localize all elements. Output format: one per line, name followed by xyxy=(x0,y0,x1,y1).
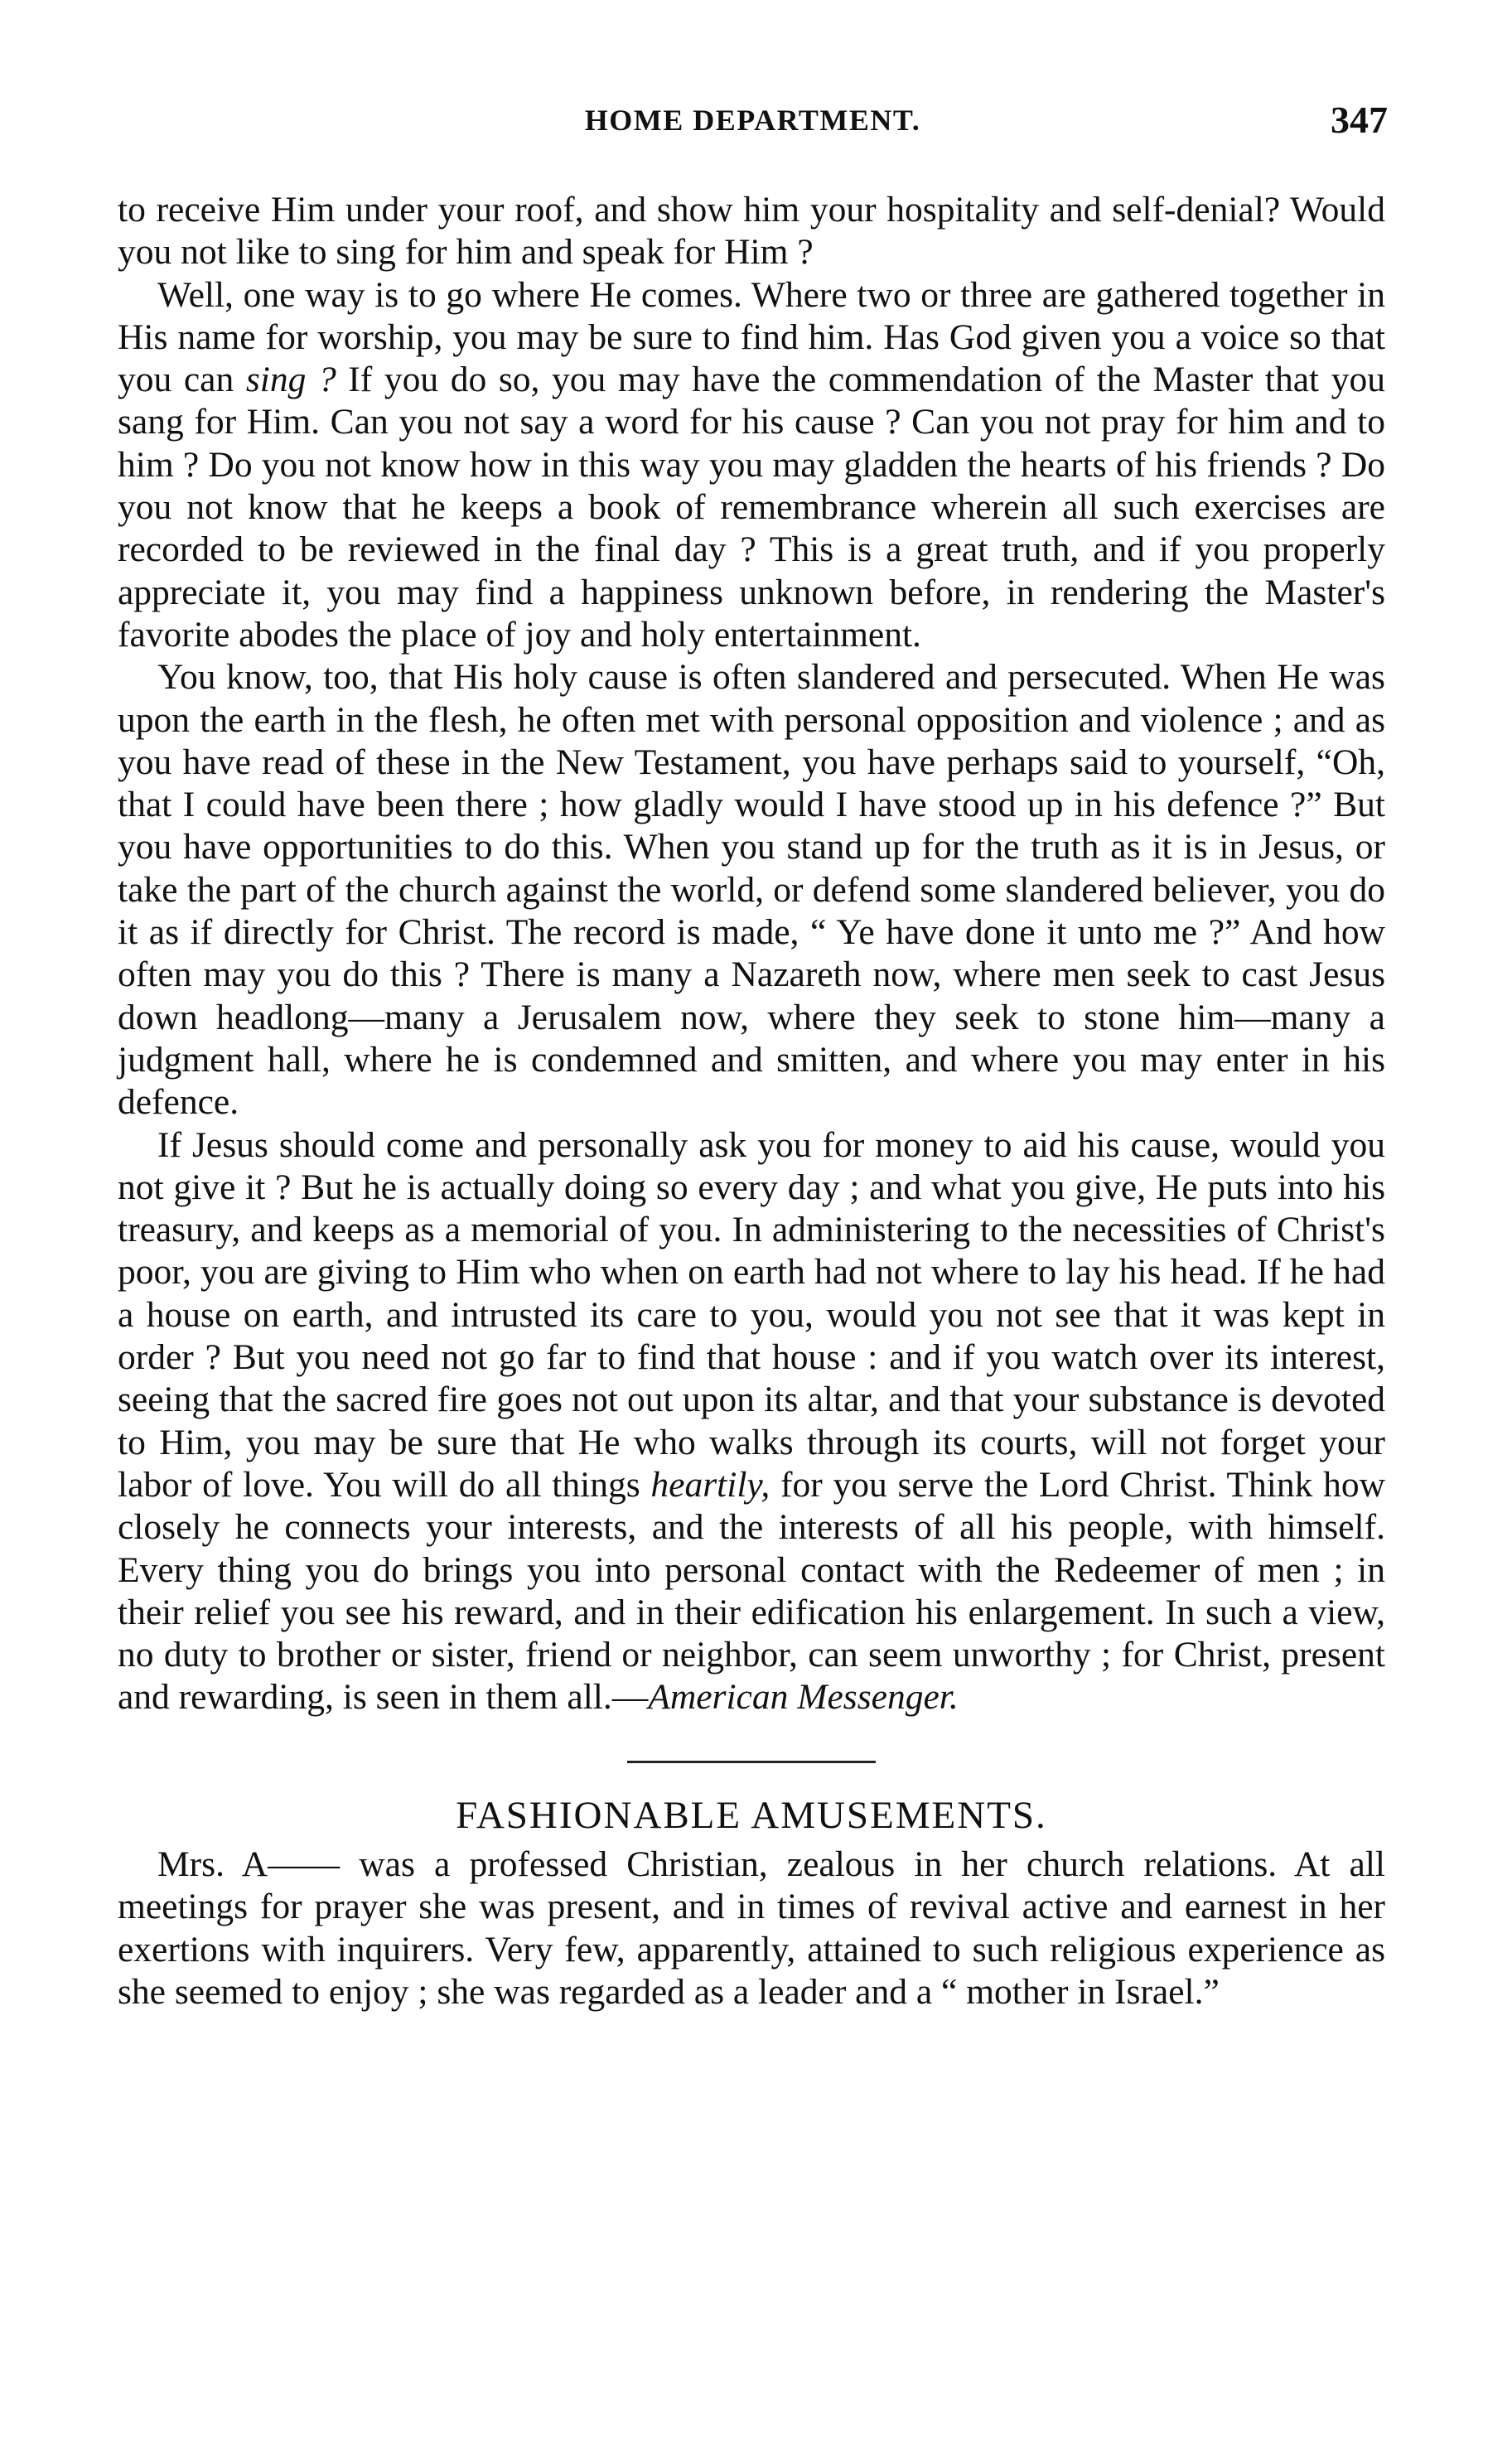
article-continued xyxy=(118,189,1385,1719)
page-number: 347 xyxy=(1331,99,1388,141)
paragraph xyxy=(118,656,1385,1124)
text-run: Well, one way is to go where He comes. Where two or three are gathered together in His name for worship, you may be sure to find him. Has God given you a voice so that you can xyxy=(118,274,1385,400)
text-run: to receive Him under your roof, and show him your hospitality and self-denial? Would you not like to sing for him and speak for Him ? xyxy=(118,190,1385,273)
paragraph xyxy=(118,274,1385,657)
section-body xyxy=(118,1844,1385,2013)
paragraph xyxy=(118,189,1385,274)
paragraph xyxy=(118,1844,1385,2013)
text-run: If Jesus should come and personally ask you for money to aid his cause, would you not give it ? But he is actually doing so every day ; and what you give, He puts into his treasury, and keeps as a memorial of you. In administering to the necessities of Christ's poor, you are giving to Him who when on earth had not where to lay his head. If he had a house on earth, and intrusted its care to you, would you not see that it was kept in order ? But you need not go far to find that house : and if you watch over its interest, seeing that the sacred fire goes not out upon its altar, and that your substance is devoted to Him, you may be sure that He who walks through its courts, will not forget your labor of love. You will do all things xyxy=(118,1124,1385,1505)
section-title: FASHIONABLE AMUSEMENTS. xyxy=(456,1793,1047,1837)
section-divider xyxy=(627,1761,876,1763)
text-run: Mrs. A—— was a professed Christian, zealous in her church relations. At all meetings for prayer she was present, and in times of revival active and earnest in her exertions with inquirers. Very few, apparently, attained to such religious experience as she seemed to enjoy ; she was regarded as a leader and a “ mother in Israel.” xyxy=(118,1844,1385,2012)
italic-text: sing ? xyxy=(245,360,336,400)
running-title: HOME DEPARTMENT. xyxy=(584,104,921,137)
text-run: You know, too, that His holy cause is often slandered and persecuted. When He was upon the earth in the flesh, he often met with personal opposition and violence ; and as you have read of these in the New Testament, you have perhaps said to yourself, “Oh, that I could have been there ; how gladly would I have stood up in his defence ?” But you have opportunities to do this. When you stand up for the truth as it is in Jesus, or take the part of the church against the world, or defend some slandered believer, you do it as if directly for Christ. The record is made, “ Ye have done it unto me ?” And how often may you do this ? There is many a Nazareth now, where men seek to cast Jesus down headlong—many a Jerusalem now, where they seek to stone him—many a judgment hall, where he is condemned and smitten, and where you may enter in his defence. xyxy=(118,657,1385,1123)
paragraph xyxy=(118,1124,1385,1719)
text-run: If you do so, you may have the commendation of the Master that you sang for Him. Can you not say a word for his cause ? Can you not pray for him and to him ? Do you not know how in this way you may gladden the hearts of his friends ? Do you not know that he keeps a book of remembrance wherein all such exercises are recorded to be reviewed in the final day ? This is a great truth, and if you properly appreciate it, you may find a happiness unknown before, in rendering the Master's favorite abodes the place of joy and holy entertainment. xyxy=(118,360,1385,655)
italic-text: heartily, xyxy=(650,1464,770,1505)
text-run: for you serve the Lord Christ. Think how closely he connects your interests, and the interests of all his people, with himself. Every thing you do brings you into personal contact with the Redeemer of men ; in their relief you see his reward, and in their edification his enlargement. In such a view, no duty to brother or sister, friend or neighbor, can seem unworthy ; for Christ, present and rewarding, is seen in them all.— xyxy=(118,1464,1385,1718)
italic-text: American Messenger. xyxy=(648,1677,959,1718)
body-text xyxy=(118,189,1385,2013)
running-head xyxy=(118,99,1388,152)
